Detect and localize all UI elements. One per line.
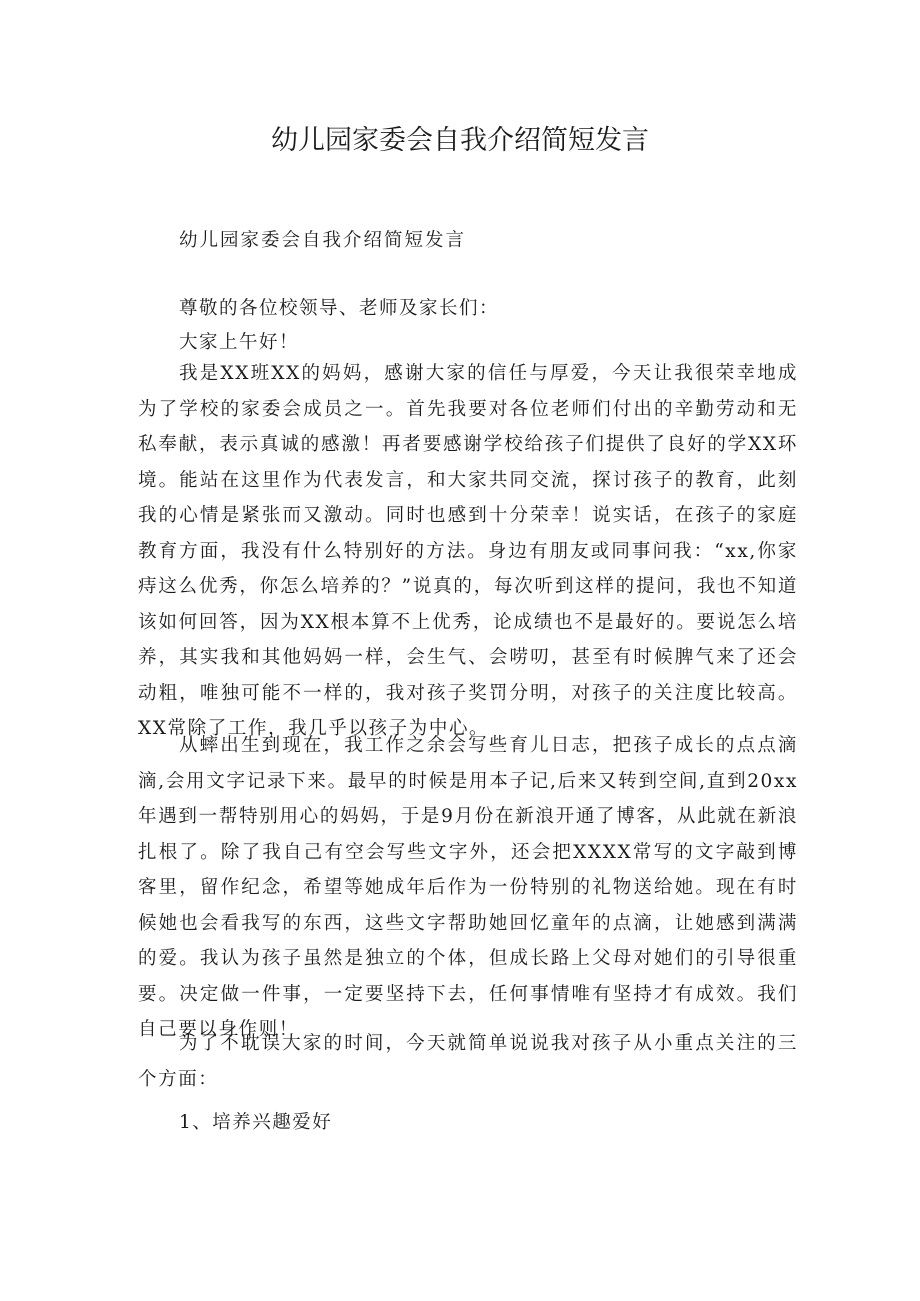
page-title: 幼儿园家委会自我介绍简短发言 bbox=[271, 125, 649, 156]
paragraph-introduction: 我是XX班XX的妈妈，感谢大家的信任与厚爱，今天让我很荣幸地成为了学校的家委会成员之一。首先我要对各位老师们付出的辛勤劳动和无私奉献，表示真诚的感激！再者要感谢学校给孩子们提供了良好的学XX环境。能站在这里作为代表发言，和大家共同交流，探讨孩子的教育，此刻我的心情是紧张而又激动。同时也感到十分荣幸！说实话，在孩子的家庭教育方面，我没有什么特别好的方法。身边有朋友或同事问我：“xx,你家痔这么优秀，你怎么培养的？”说真的，每次听到这样的提问，我也不知道该如何回答，因为XX根本算不上优秀，论成绩也不是最好的。要说怎么培养，其实我和其他妈妈一样，会生气、会唠叨，甚至有时候脾气来了还会动粗，唯独可能不一样的，我对孩子奖罚分明，对孩子的关注度比较高。XX常除了工作，我几乎以孩子为中心。 bbox=[138, 363, 798, 739]
document-subtitle: 幼儿园家委会自我介绍简短发言 bbox=[179, 230, 467, 251]
salutation-line: 尊敬的各位校领导、老师及家长们： bbox=[179, 298, 500, 319]
greeting-line: 大家上午好！ bbox=[179, 332, 300, 353]
list-item-interests: 1、培养兴趣爱好 bbox=[179, 1112, 333, 1133]
paragraph-three-aspects: 为了不耽误大家的时间，今天就简单说说我对孩子从小重点关注的三个方面： bbox=[138, 1033, 798, 1090]
paragraph-parenting-journal: 从蟀出生到现在，我工作之余会写些育儿日志，把孩子成长的点点滴滴,会用文字记录下来。最早的时候是用本子记,后来又转到空间,直到20xx年遇到一帮特别用心的妈妈，于是9月份在新浪开通了博客，从此就在新浪扎根了。除了我自己有空会写些文字外，还会把XXXX常写的文字敲到博客里，留作纪念，希望等她成年后作为一份特别的礼物送给她。现在有时候她也会看我写的东西，这些文字帮助她回忆童年的点滴，让她感到满满的爱。我认为孩子虽然是独立的个体，但成长路上父母对她们的引导很重要。决定做一件事，一定要坚持下去，任何事情唯有坚持才有成效。我们自己要以身作则！ bbox=[138, 735, 798, 1040]
